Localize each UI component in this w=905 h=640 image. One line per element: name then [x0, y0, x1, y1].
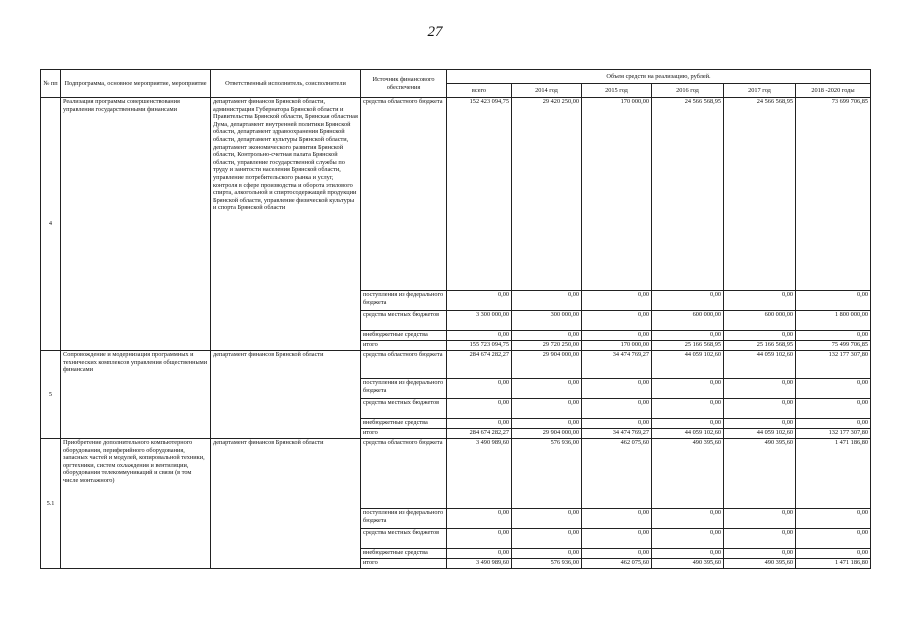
budget-table: [40, 69, 871, 569]
amount-cell: 0,00: [512, 549, 582, 559]
amount-cell: 0,00: [512, 509, 582, 529]
amount-cell: 0,00: [796, 419, 871, 429]
amount-cell: 0,00: [582, 379, 652, 399]
amount-cell: 0,00: [447, 331, 512, 341]
amount-cell: 0,00: [512, 399, 582, 419]
source-cell: средства областного бюджета: [361, 98, 447, 291]
amount-cell: 600 000,00: [652, 311, 724, 331]
amount-cell: 462 075,60: [582, 559, 652, 569]
amount-cell: 25 166 568,95: [724, 341, 796, 351]
source-cell: внебюджетные средства: [361, 549, 447, 559]
program-cell: Приобретение дополнительного компьютерного оборудования, периферийного оборудования, запасных частей и модулей, копировальной техники, оргтехники, систем охлаждения и вентиляции, оборудования телекоммуникаций и связи (в том числе монтажного): [61, 439, 211, 569]
amount-cell: 0,00: [512, 379, 582, 399]
source-cell: поступления из федерального бюджета: [361, 379, 447, 399]
amount-cell: 0,00: [796, 509, 871, 529]
amount-cell: 0,00: [652, 549, 724, 559]
amount-cell: 0,00: [796, 529, 871, 549]
amount-cell: 0,00: [582, 399, 652, 419]
row-index: 5.1: [41, 439, 61, 569]
amount-cell: 170 000,00: [582, 98, 652, 291]
page-number: 27: [427, 24, 443, 40]
amount-cell: 29 904 000,00: [512, 429, 582, 439]
amount-cell: 300 000,00: [512, 311, 582, 331]
amount-cell: 170 000,00: [582, 341, 652, 351]
amount-cell: 576 936,00: [512, 439, 582, 509]
amount-cell: 0,00: [512, 291, 582, 311]
amount-cell: 0,00: [652, 509, 724, 529]
amount-cell: 0,00: [652, 379, 724, 399]
amount-cell: 29 720 250,00: [512, 341, 582, 351]
amount-cell: 44 059 102,60: [652, 351, 724, 379]
header-year: 2018 -2020 годы: [796, 84, 871, 98]
executor-cell: департамент финансов Брянской области: [211, 351, 361, 439]
table-row: [41, 351, 871, 379]
amount-cell: 0,00: [796, 291, 871, 311]
amount-cell: 0,00: [652, 529, 724, 549]
amount-cell: 0,00: [582, 311, 652, 331]
amount-cell: 0,00: [447, 419, 512, 429]
amount-cell: 24 566 568,95: [724, 98, 796, 291]
row-index: 5: [41, 351, 61, 439]
amount-cell: 0,00: [724, 419, 796, 429]
amount-cell: 490 395,60: [724, 559, 796, 569]
amount-cell: 462 075,60: [582, 439, 652, 509]
amount-cell: 44 059 102,60: [724, 429, 796, 439]
source-cell: средства областного бюджета: [361, 351, 447, 379]
source-cell: поступления из федерального бюджета: [361, 509, 447, 529]
source-cell: итого: [361, 341, 447, 351]
program-cell: Реализация программы совершенствования управления государственными финансами: [61, 98, 211, 351]
amount-cell: 0,00: [724, 529, 796, 549]
amount-cell: 3 300 000,00: [447, 311, 512, 331]
amount-cell: 29 420 250,00: [512, 98, 582, 291]
header-year: 2017 год: [724, 84, 796, 98]
source-cell: поступления из федерального бюджета: [361, 291, 447, 311]
header-num: № пп: [41, 70, 61, 98]
amount-cell: 490 395,60: [652, 559, 724, 569]
amount-cell: 0,00: [652, 331, 724, 341]
source-cell: средства областного бюджета: [361, 439, 447, 509]
amount-cell: 132 177 307,80: [796, 429, 871, 439]
header-year: 2015 год: [582, 84, 652, 98]
amount-cell: 0,00: [582, 419, 652, 429]
amount-cell: 0,00: [724, 379, 796, 399]
amount-cell: 490 395,60: [652, 439, 724, 509]
executor-cell: департамент финансов Брянской области: [211, 439, 361, 569]
amount-cell: 152 423 094,75: [447, 98, 512, 291]
amount-cell: 155 723 094,75: [447, 341, 512, 351]
amount-cell: 34 474 769,27: [582, 351, 652, 379]
amount-cell: 284 674 282,27: [447, 429, 512, 439]
amount-cell: 0,00: [447, 549, 512, 559]
source-cell: итого: [361, 559, 447, 569]
amount-cell: 0,00: [724, 549, 796, 559]
amount-cell: 0,00: [447, 291, 512, 311]
amount-cell: 0,00: [447, 399, 512, 419]
amount-cell: 576 936,00: [512, 559, 582, 569]
amount-cell: 132 177 307,80: [796, 351, 871, 379]
amount-cell: 490 395,60: [724, 439, 796, 509]
amount-cell: 44 059 102,60: [724, 351, 796, 379]
header-year: всего: [447, 84, 512, 98]
amount-cell: 0,00: [447, 509, 512, 529]
header-executor: Ответственный исполнитель, соисполнители: [211, 70, 361, 98]
amount-cell: 0,00: [652, 419, 724, 429]
source-cell: средства местных бюджетов: [361, 529, 447, 549]
amount-cell: 0,00: [582, 291, 652, 311]
amount-cell: 3 490 989,60: [447, 439, 512, 509]
header-year: 2014 год: [512, 84, 582, 98]
amount-cell: 0,00: [512, 419, 582, 429]
amount-cell: 0,00: [796, 549, 871, 559]
amount-cell: 0,00: [582, 529, 652, 549]
amount-cell: 600 000,00: [724, 311, 796, 331]
amount-cell: 0,00: [447, 379, 512, 399]
amount-cell: 73 699 706,85: [796, 98, 871, 291]
amount-cell: 34 474 769,27: [582, 429, 652, 439]
amount-cell: 75 499 706,85: [796, 341, 871, 351]
amount-cell: 1 800 000,00: [796, 311, 871, 331]
amount-cell: 1 471 186,80: [796, 559, 871, 569]
row-index: 4: [41, 98, 61, 351]
amount-cell: 29 904 000,00: [512, 351, 582, 379]
header-year: 2016 год: [652, 84, 724, 98]
source-cell: средства местных бюджетов: [361, 311, 447, 331]
source-cell: средства местных бюджетов: [361, 399, 447, 419]
amount-cell: 25 166 568,95: [652, 341, 724, 351]
amount-cell: 0,00: [582, 509, 652, 529]
source-cell: внебюджетные средства: [361, 331, 447, 341]
amount-cell: 0,00: [652, 399, 724, 419]
amount-cell: 0,00: [582, 331, 652, 341]
source-cell: итого: [361, 429, 447, 439]
amount-cell: 24 566 568,95: [652, 98, 724, 291]
header-volume: Объем средств на реализацию, рублей.: [447, 70, 871, 84]
amount-cell: 44 059 102,60: [652, 429, 724, 439]
amount-cell: 0,00: [796, 331, 871, 341]
amount-cell: 0,00: [796, 399, 871, 419]
table-row: [41, 439, 871, 509]
amount-cell: 284 674 282,27: [447, 351, 512, 379]
amount-cell: 0,00: [724, 399, 796, 419]
amount-cell: 0,00: [512, 331, 582, 341]
amount-cell: 0,00: [512, 529, 582, 549]
amount-cell: 1 471 186,80: [796, 439, 871, 509]
program-cell: Сопровождение и модернизация программных и технических комплексов управления общественными финансами: [61, 351, 211, 439]
amount-cell: 0,00: [796, 379, 871, 399]
table-row: [41, 98, 871, 291]
amount-cell: 0,00: [724, 509, 796, 529]
header-program: Подпрограмма, основное мероприятие, мероприятие: [61, 70, 211, 98]
executor-cell: департамент финансов Брянской области, администрация Губернатора Брянской области и Правительства Брянской области, Брянская областная Дума, департамент внутренней политики Брянской области, департамент здравоохранения Брянской области, департамент культуры Брянской области, департамент экономического развития Брянской области, Контрольно-счетная палата Брянской области, управление государственной службы по труду и занятости населения Брянской области, управление потребительского рынка и услуг, контроля в сфере производства и оборота этилового спирта, алкогольной и спиртосодержащей продукции Брянской области, управление физической культуры и спорта Брянской области: [211, 98, 361, 351]
source-cell: внебюджетные средства: [361, 419, 447, 429]
amount-cell: 0,00: [582, 549, 652, 559]
header-source: Источник финансового обеспечения: [361, 70, 447, 98]
amount-cell: 0,00: [724, 331, 796, 341]
amount-cell: 0,00: [447, 529, 512, 549]
amount-cell: 3 490 989,60: [447, 559, 512, 569]
amount-cell: 0,00: [724, 291, 796, 311]
amount-cell: 0,00: [652, 291, 724, 311]
